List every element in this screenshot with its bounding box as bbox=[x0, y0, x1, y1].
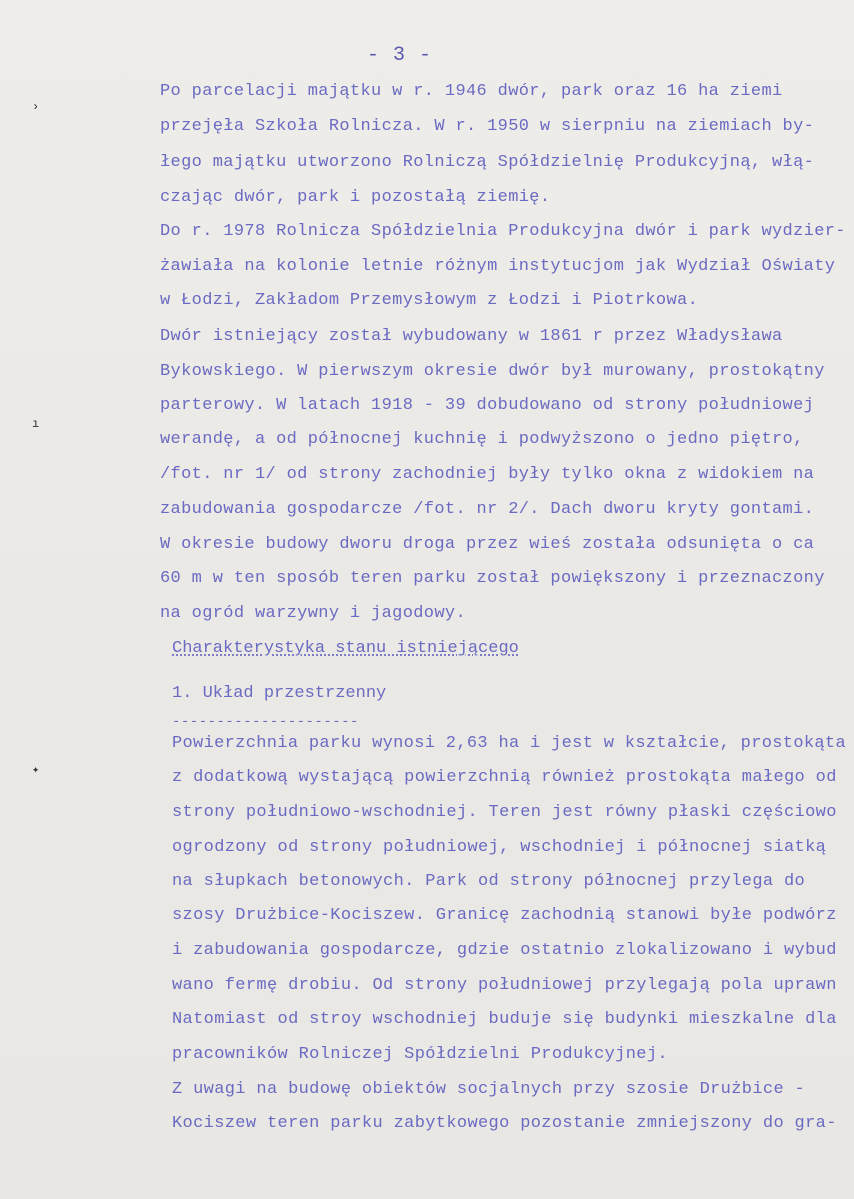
subsection-heading: 1. Układ przestrzenny bbox=[172, 684, 387, 703]
text-line: zabudowania gospodarcze /fot. nr 2/. Dach dworu kryty gontami. bbox=[160, 500, 815, 519]
text-line: wano fermę drobiu. Od strony południowej przylegają pola uprawn bbox=[172, 976, 837, 995]
text-line: w Łodzi, Zakładom Przemysłowym z Łodzi i Piotrkowa. bbox=[160, 291, 699, 310]
text-line: /fot. nr 1/ od strony zachodniej były tylko okna z widokiem na bbox=[160, 465, 815, 484]
text-line: z dodatkową wystającą powierzchnią również prostokąta małego od bbox=[172, 768, 837, 787]
text-line: pracowników Rolniczej Spółdzielni Produkcyjnej. bbox=[172, 1045, 668, 1064]
text-line: na słupkach betonowych. Park od strony północnej przylega do bbox=[172, 872, 806, 891]
subsection-rule: --------------------- bbox=[172, 714, 359, 730]
text-line: strony południowo-wschodniej. Teren jest równy płaski częściowo bbox=[172, 803, 837, 822]
text-line: Natomiast od stroy wschodniej buduje się budynki mieszkalne dla bbox=[172, 1010, 837, 1029]
text-line: Kociszew teren parku zabytkowego pozostanie zmniejszony do gra- bbox=[172, 1114, 837, 1133]
text-line: Bykowskiego. W pierwszym okresie dwór był murowany, prostokątny bbox=[160, 362, 825, 381]
text-line: i zabudowania gospodarcze, gdzie ostatnio zlokalizowano i wybud bbox=[172, 941, 837, 960]
text-line: Po parcelacji majątku w r. 1946 dwór, park oraz 16 ha ziemi bbox=[160, 82, 783, 101]
text-line: żawiała na kolonie letnie różnym instytucjom jak Wydział Oświaty bbox=[160, 257, 836, 276]
text-line: 60 m w ten sposób teren parku został powiększony i przeznaczony bbox=[160, 569, 825, 588]
text-line: Z uwagi na budowę obiektów socjalnych przy szosie Drużbice - bbox=[172, 1080, 806, 1099]
text-line: Do r. 1978 Rolnicza Spółdzielnia Produkcyjna dwór i park wydzier- bbox=[160, 222, 846, 241]
page-number: - 3 - bbox=[367, 44, 433, 67]
text-line: czając dwór, park i pozostałą ziemię. bbox=[160, 188, 551, 207]
text-line: Powierzchnia parku wynosi 2,63 ha i jest w kształcie, prostokąta bbox=[172, 734, 846, 753]
margin-speck-icon: ✦ bbox=[32, 763, 40, 777]
text-line: na ogród warzywny i jagodowy. bbox=[160, 604, 466, 623]
section-heading: Charakterystyka stanu istniejącego bbox=[172, 639, 519, 658]
margin-speck-icon: › bbox=[32, 100, 40, 114]
text-line: szosy Drużbice-Kociszew. Granicę zachodnią stanowi byłe podwórz bbox=[172, 906, 837, 925]
text-line: parterowy. W latach 1918 - 39 dobudowano od strony południowej bbox=[160, 396, 815, 415]
text-line: przejęła Szkoła Rolnicza. W r. 1950 w sierpniu na ziemiach by- bbox=[160, 117, 815, 136]
text-line: ogrodzony od strony południowej, wschodniej i północnej siatką bbox=[172, 838, 827, 857]
margin-speck-icon: ı bbox=[32, 417, 40, 431]
text-line: Dwór istniejący został wybudowany w 1861 r przez Władysława bbox=[160, 327, 783, 346]
text-line: W okresie budowy dworu droga przez wieś została odsunięta o ca bbox=[160, 535, 815, 554]
text-line: werandę, a od północnej kuchnię i podwyższono o jedno piętro, bbox=[160, 430, 804, 449]
text-line: łego majątku utworzono Rolniczą Spółdzielnię Produkcyjną, włą- bbox=[160, 153, 815, 172]
